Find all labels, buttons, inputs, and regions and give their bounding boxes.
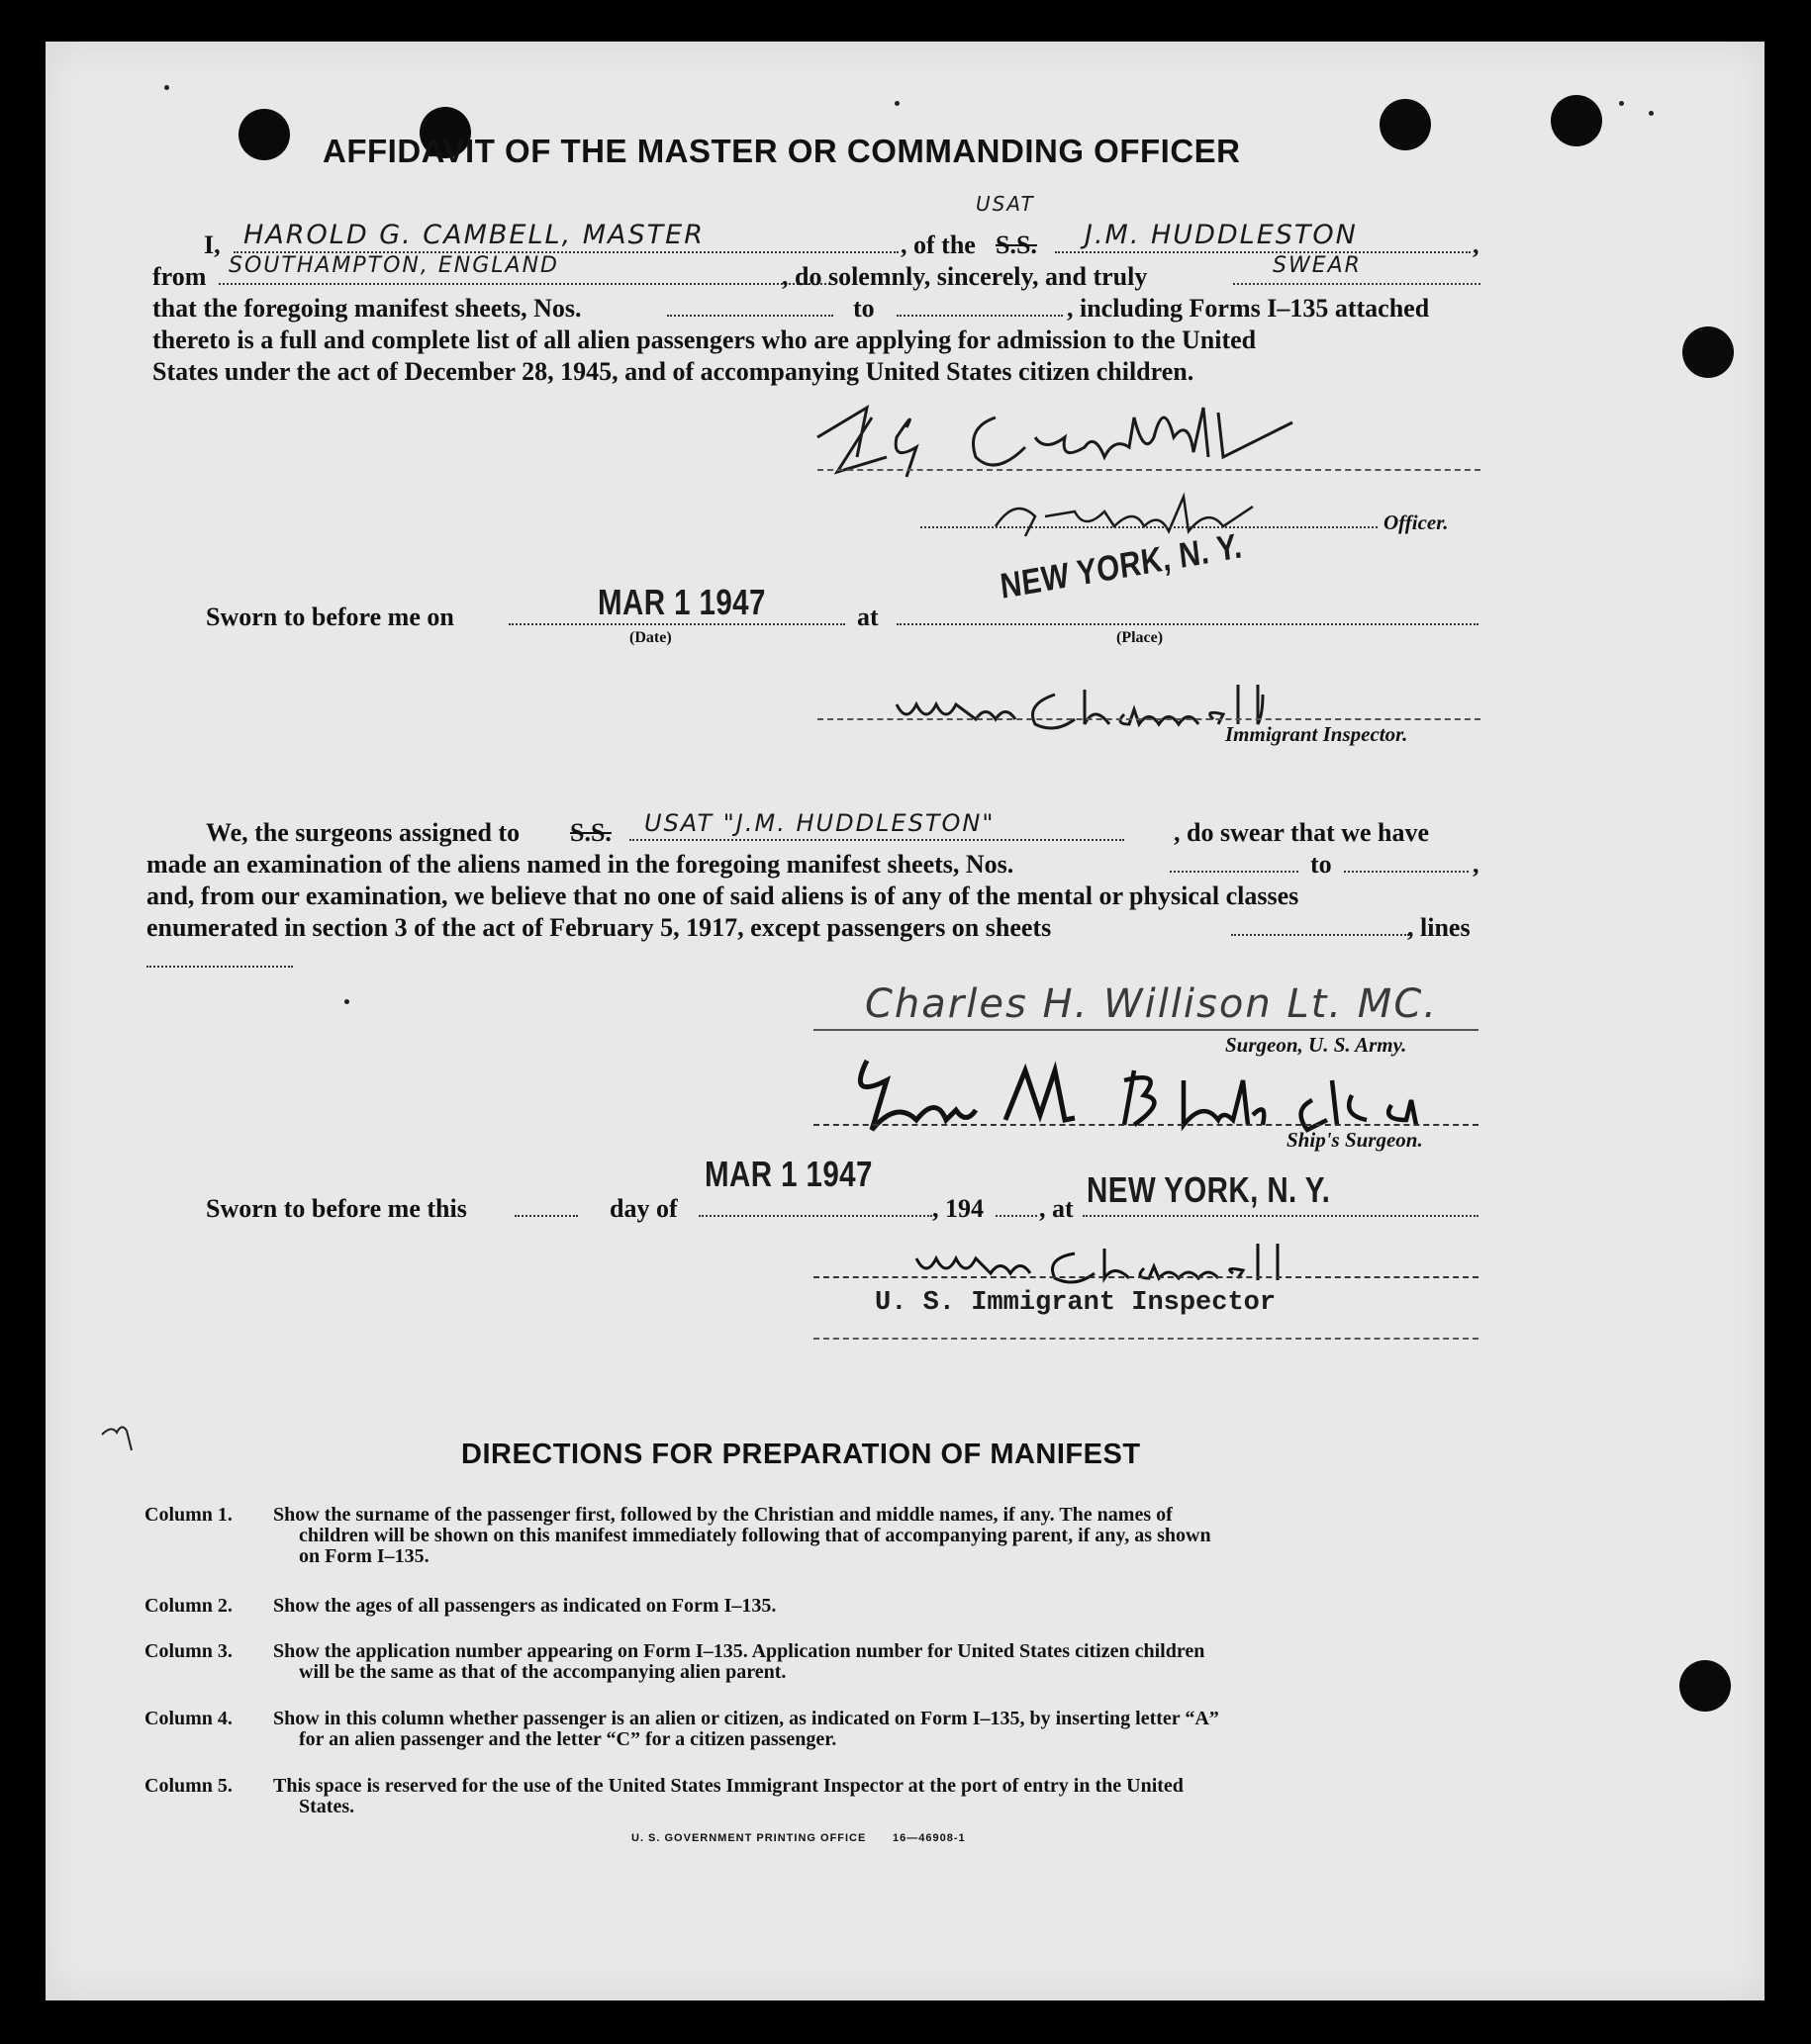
sworn-on-text: Sworn to before me on [206,603,454,631]
master-signature-line [817,469,1480,471]
affidavit-i: I, [204,231,221,259]
comma: , [1473,231,1479,259]
inspector-title-line [813,1338,1478,1340]
from-text: from [152,262,207,291]
port-line [219,283,830,285]
inspector-signature-line [817,718,1480,720]
manifest-line5: States under the act of December 28, 1945, and of accompanying United States citizen children. [152,357,1194,386]
direction-label: Column 4. [144,1708,233,1729]
ss-struck: S.S. [996,231,1037,259]
margin-mark [97,1415,156,1454]
place-label: (Place) [1116,629,1164,646]
master-name-handwriting: HAROLD G. CAMBELL, MASTER [243,220,705,250]
inspector-title-2: U. S. Immigrant Inspector [875,1288,1277,1318]
date-label: (Date) [629,629,672,646]
at-text: at [857,603,879,631]
direction-text: children will be shown on this manifest immediately following that of accompanying parent, if any, as shown [299,1525,1211,1546]
place-stamp-2: NEW YORK, N. Y. [1087,1169,1331,1210]
nos-to-line [897,315,1063,317]
swear-handwriting: SWEAR [1273,253,1362,278]
punch-hole [238,109,290,160]
direction-text: on Form I–135. [299,1545,429,1567]
printer-footer: U. S. GOVERNMENT PRINTING OFFICE [631,1832,867,1844]
direction-text: Show the ages of all passengers as indicated on Form I–135. [273,1595,777,1617]
inspector-line-2 [813,1276,1478,1278]
form-code-footer: 16—46908-1 [893,1832,966,1844]
direction-text: will be the same as that of the accompanying alien parent. [299,1661,787,1683]
officer-line [920,526,1378,528]
place-stamp: NEW YORK, N. Y. [998,524,1245,606]
punch-hole [1380,99,1431,150]
date-stamp: MAR 1 1947 [598,582,766,622]
swear-line [1233,283,1480,285]
sheets-line [1231,934,1409,936]
surgeons-line1b: , do swear that we have [1174,818,1430,847]
surgeons-line1a: We, the surgeons assigned to [206,818,521,847]
solemnly-text: , do solemnly, sincerely, and truly [782,262,1148,291]
usat-handwriting: USAT [976,192,1035,216]
page-title: AFFIDAVIT OF THE MASTER OR COMMANDING OFFICER [323,133,1241,169]
direction-text: Show in this column whether passenger is an alien or citizen, as indicated on Form I–135, by inserting letter “A” [273,1708,1219,1729]
manifest-line3a: that the foregoing manifest sheets, Nos. [152,294,582,323]
punch-hole [1551,95,1602,146]
surgeons-ss-struck: S.S. [570,818,612,847]
month-line [699,1215,932,1217]
surgeons-nos-to-line [1344,871,1469,873]
day-line [515,1215,578,1217]
surgeon1-label: Surgeon, U. S. Army. [1225,1033,1407,1057]
manifest-line3b: , including Forms I–135 attached [1067,294,1430,323]
direction-text: for an alien passenger and the letter “C” for a citizen passenger. [299,1728,837,1750]
vessel-line [1055,251,1471,253]
date-line [509,623,845,625]
speck [1619,101,1624,106]
punch-hole [1679,1660,1731,1712]
surgeons-nos-from-line [1170,871,1298,873]
direction-text: This space is reserved for the use of the United States Immigrant Inspector at the port of entry in the United [273,1775,1184,1797]
year-text: , 194 [932,1194,984,1223]
surgeons-to-text: to [1310,850,1332,879]
direction-text: Show the application number appearing on Form I–135. Application number for United States citizen children [273,1640,1205,1662]
to-text: to [853,294,875,323]
sworn-this-text: Sworn to before me this [206,1194,467,1223]
stamp-date: MAR 1 1947 [705,1154,873,1194]
surgeons-line3: and, from our examination, we believe that no one of said aliens is of any of the mental or physical classes [146,882,1299,910]
officer-label: Officer. [1383,511,1449,534]
document-page [46,42,1764,2000]
surgeons-vessel-line [629,839,1124,841]
surgeons-line2a: made an examination of the aliens named in the foregoing manifest sheets, Nos. [146,850,1014,879]
port-handwriting: SOUTHAMPTON, ENGLAND [229,253,559,278]
place-line-2 [1083,1215,1478,1217]
surgeons-line4b: , lines [1407,913,1471,942]
speck [895,101,900,106]
manifest-line4: thereto is a full and complete list of all alien passengers who are applying for admission to the United [152,325,1257,354]
direction-label: Column 3. [144,1640,233,1662]
speck [164,85,169,90]
speck [1649,111,1654,116]
direction-label: Column 1. [144,1504,233,1526]
surgeon1-line [813,1029,1478,1031]
comma: , [1473,850,1479,879]
inspector-label: Immigrant Inspector. [1225,722,1408,746]
surgeon2-label: Ship's Surgeon. [1287,1128,1423,1152]
lines-line [146,966,293,968]
at-text-2: , at [1039,1194,1074,1223]
directions-title: DIRECTIONS FOR PREPARATION OF MANIFEST [461,1439,1141,1470]
surgeons-line4a: enumerated in section 3 of the act of February 5, 1917, except passengers on sheets [146,913,1052,942]
nos-from-line [667,315,833,317]
surgeons-vessel-handwriting: USAT "J.M. HUDDLESTON" [644,809,996,837]
direction-label: Column 5. [144,1775,233,1797]
place-line [897,623,1478,625]
vessel-handwriting: J.M. HUDDLESTON [1085,220,1358,250]
year-line [996,1215,1037,1217]
of-the-text: , of the [901,231,976,259]
day-of-text: day of [610,1194,678,1223]
direction-label: Column 2. [144,1595,233,1617]
surgeon2-line [813,1124,1478,1126]
speck [344,999,349,1004]
direction-text: Show the surname of the passenger first, followed by the Christian and middle names, if any. The names of [273,1504,1173,1526]
punch-hole [1682,326,1734,378]
surgeon1-signature: Charles H. Willison Lt. MC. [865,981,1438,1027]
direction-text: States. [299,1796,355,1817]
master-title-signature [976,477,1292,546]
